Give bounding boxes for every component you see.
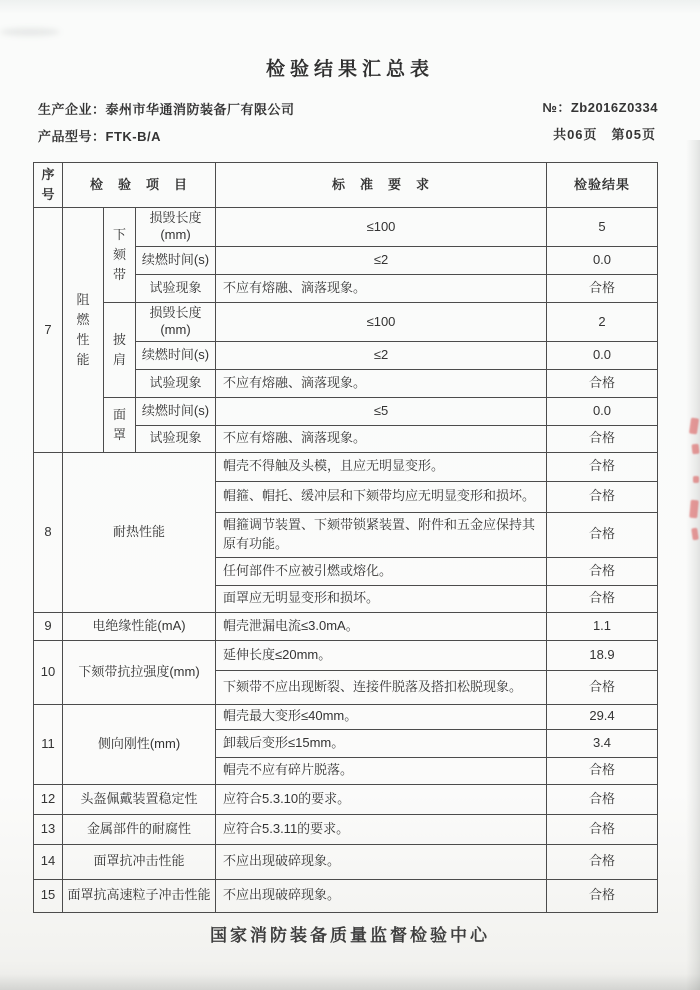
- standard-cell: 帽箍调节装置、下颏带锁紧装置、附件和五金应保持其原有功能。: [216, 512, 547, 557]
- table-row: [34, 397, 658, 425]
- result-cell: 0.0: [547, 341, 658, 369]
- group-cell: 阻燃性能: [63, 208, 104, 453]
- standard-cell: 不应有熔融、滴落现象。: [216, 369, 547, 397]
- result-cell: 3.4: [547, 729, 658, 757]
- standard-cell: 下颏带不应出现断裂、连接件脱落及搭扣松脱现象。: [216, 670, 547, 704]
- item-name-cell: 面罩抗高速粒子冲击性能: [63, 879, 216, 912]
- result-cell: 合格: [547, 275, 658, 303]
- result-cell: 5: [547, 208, 658, 247]
- item-name-cell: 头盔佩戴装置稳定性: [63, 784, 216, 814]
- seq-cell: 10: [34, 640, 63, 704]
- table-row: [34, 452, 658, 481]
- result-cell: 2: [547, 303, 658, 342]
- model-line: [38, 126, 161, 145]
- table-row: [34, 704, 658, 729]
- standard-cell: 不应有熔融、滴落现象。: [216, 425, 547, 452]
- standard-cell: ≤2: [216, 341, 547, 369]
- seq-cell: 13: [34, 814, 63, 844]
- item-name-cell: 下颏带抗拉强度(mm): [63, 640, 216, 704]
- standard-cell: 延伸长度≤20mm。: [216, 640, 547, 670]
- table-row: [34, 879, 658, 912]
- model-label: 产品型号：: [38, 129, 106, 144]
- item-cell: 损毁长度(mm): [136, 208, 216, 247]
- result-cell: 合格: [547, 670, 658, 704]
- results-table: [33, 162, 658, 913]
- seq-cell: 12: [34, 784, 63, 814]
- table-row: [34, 612, 658, 640]
- model-value: FTK-B/A: [105, 129, 162, 144]
- page-title: 检验结果汇总表: [265, 59, 434, 80]
- table-row: [34, 784, 658, 814]
- item-name-cell: 耐热性能: [63, 452, 216, 612]
- result-cell: 合格: [547, 814, 658, 844]
- item-name-cell: 侧向刚性(mm): [63, 704, 216, 784]
- standard-cell: 帽壳最大变形≤40mm。: [216, 704, 547, 729]
- page-count-line: 共06页 第05页: [553, 127, 656, 142]
- subgroup-cell: 面罩: [104, 397, 136, 452]
- result-cell: 合格: [547, 879, 658, 912]
- item-name-cell: 金属部件的耐腐性: [63, 814, 216, 844]
- standard-cell: 不应出现破碎现象。: [216, 844, 547, 879]
- column-header-seq: 序号: [34, 163, 63, 208]
- table-row: [34, 640, 658, 670]
- red-ink-mark: [693, 476, 699, 483]
- standard-cell: ≤100: [216, 208, 547, 247]
- column-header-result: 检验结果: [547, 163, 658, 208]
- standard-cell: 应符合5.3.11的要求。: [216, 814, 547, 844]
- column-header-standard: 标 准 要 求: [216, 163, 547, 208]
- result-cell: 合格: [547, 557, 658, 585]
- standard-cell: 帽壳不应有碎片脱落。: [216, 757, 547, 784]
- item-cell: 损毁长度(mm): [136, 303, 216, 342]
- report-number-value: Zb2016Z0334: [570, 100, 658, 115]
- standard-cell: 帽壳泄漏电流≤3.0mA。: [216, 612, 547, 640]
- table-row: [34, 208, 658, 247]
- seq-cell: 15: [34, 879, 63, 912]
- item-cell: 试验现象: [136, 275, 216, 303]
- seq-cell: 11: [34, 704, 63, 784]
- standard-cell: 帽箍、帽托、缓冲层和下颏带均应无明显变形和损坏。: [216, 481, 547, 512]
- result-cell: 合格: [547, 784, 658, 814]
- table-header-row: [34, 163, 658, 208]
- standard-cell: 卸载后变形≤15mm。: [216, 729, 547, 757]
- item-cell: 试验现象: [136, 369, 216, 397]
- standard-cell: 帽壳不得触及头模，且应无明显变形。: [216, 452, 547, 481]
- table-row: [34, 814, 658, 844]
- standard-cell: ≤2: [216, 247, 547, 275]
- result-cell: 29.4: [547, 704, 658, 729]
- scan-smudge: [0, 28, 60, 36]
- seq-cell: 9: [34, 612, 63, 640]
- subgroup-cell: 下颏带: [104, 208, 136, 303]
- seq-cell: 14: [34, 844, 63, 879]
- manufacturer-value: 泰州市华通消防装备厂有限公司: [105, 102, 295, 117]
- result-cell: 合格: [547, 452, 658, 481]
- result-cell: 0.0: [547, 397, 658, 425]
- red-ink-mark: [691, 444, 699, 455]
- item-cell: 续燃时间(s): [136, 397, 216, 425]
- paper-edge-shadow-bottom: [0, 974, 700, 990]
- subgroup-cell: 披肩: [104, 303, 136, 398]
- table-row: [34, 844, 658, 879]
- standard-cell: 面罩应无明显变形和损坏。: [216, 585, 547, 612]
- standard-cell: ≤5: [216, 397, 547, 425]
- seq-cell: 8: [34, 452, 63, 612]
- manufacturer-line: [38, 99, 295, 118]
- item-cell: 试验现象: [136, 425, 216, 452]
- footer-org-name: 国家消防装备质量监督检验中心: [210, 926, 490, 945]
- table-row: [34, 303, 658, 342]
- standard-cell: ≤100: [216, 303, 547, 342]
- item-name-cell: 面罩抗冲击性能: [63, 844, 216, 879]
- result-cell: 1.1: [547, 612, 658, 640]
- column-header-item: 检 验 项 目: [63, 163, 216, 208]
- result-cell: 合格: [547, 369, 658, 397]
- result-cell: 合格: [547, 844, 658, 879]
- standard-cell: 应符合5.3.10的要求。: [216, 784, 547, 814]
- standard-cell: 任何部件不应被引燃或熔化。: [216, 557, 547, 585]
- red-ink-mark: [689, 500, 699, 519]
- paper-edge-shadow-right: [686, 140, 700, 990]
- result-cell: 合格: [547, 425, 658, 452]
- item-cell: 续燃时间(s): [136, 247, 216, 275]
- result-cell: 合格: [547, 481, 658, 512]
- item-cell: 续燃时间(s): [136, 341, 216, 369]
- result-cell: 0.0: [547, 247, 658, 275]
- manufacturer-label: 生产企业：: [38, 102, 106, 117]
- report-number-line: [542, 97, 658, 116]
- result-cell: 合格: [547, 757, 658, 784]
- standard-cell: 不应有熔融、滴落现象。: [216, 275, 547, 303]
- seq-cell: 7: [34, 208, 63, 453]
- item-name-cell: 电绝缘性能(mA): [63, 612, 216, 640]
- result-cell: 18.9: [547, 640, 658, 670]
- standard-cell: 不应出现破碎现象。: [216, 879, 547, 912]
- result-cell: 合格: [547, 585, 658, 612]
- report-number-label: №：: [542, 100, 571, 115]
- result-cell: 合格: [547, 512, 658, 557]
